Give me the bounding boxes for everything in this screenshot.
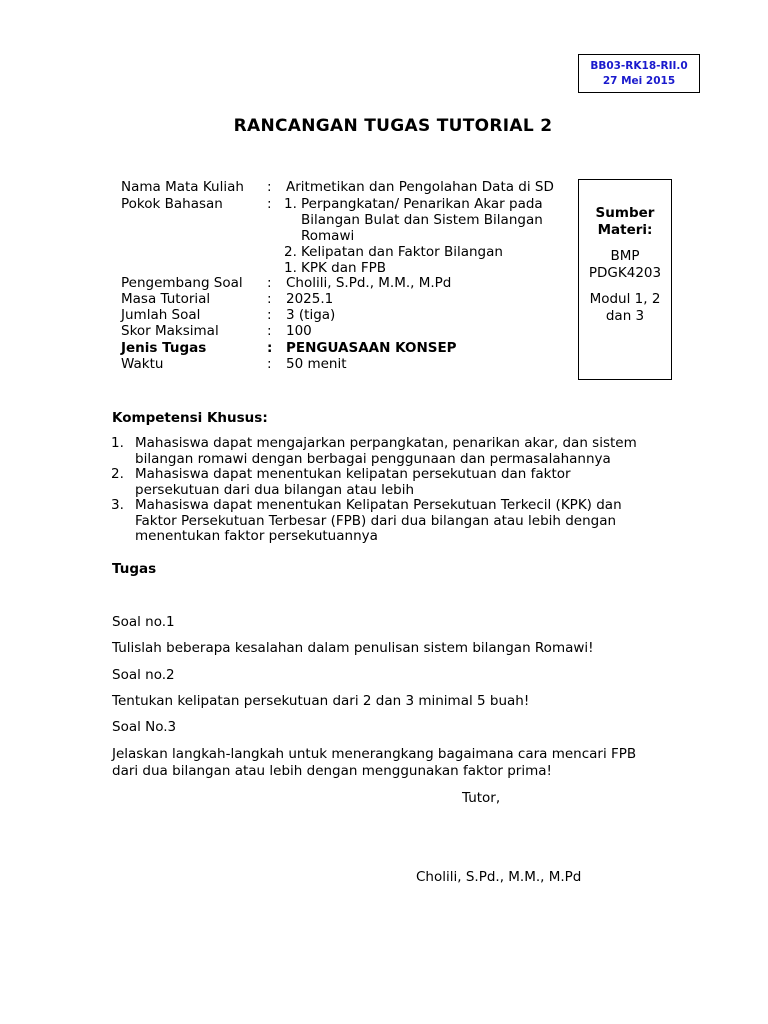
- soal-1-text: Tulislah beberapa kesalahan dalam penulisan sistem bilangan Romawi!: [112, 640, 594, 656]
- page-title: RANCANGAN TUGAS TUTORIAL 2: [233, 116, 553, 136]
- info-row-pokok-bahasan: [121, 196, 286, 212]
- info-row-skor-maksimal: [121, 323, 312, 339]
- soal-3-label: Soal No.3: [112, 719, 177, 735]
- info-label: Pokok Bahasan: [121, 196, 223, 212]
- info-label: Masa Tutorial: [121, 291, 211, 307]
- document-date: 27 Mei 2015: [602, 75, 676, 87]
- pokok-bahasan-item: 1. Perpangkatan/ Penarikan Akar pada: [284, 196, 543, 212]
- document-code: BB03-RK18-RII.0: [590, 60, 688, 72]
- signature-role: Tutor,: [462, 790, 501, 806]
- info-value: PENGUASAAN KONSEP: [286, 340, 457, 356]
- info-label: Waktu: [121, 356, 164, 372]
- info-separator: :: [267, 340, 273, 356]
- kompetensi-item: 3. Mahasiswa dapat menentukan Kelipatan Persekutuan Terkecil (KPK) dan Faktor Persekutuan Terbesar (FPB) dari dua bilangan atau lebih dengan menentukan faktor persekutuannya: [111, 497, 622, 544]
- info-row-jumlah-soal: [121, 307, 335, 323]
- pokok-bahasan-list: [284, 196, 543, 276]
- pokok-bahasan-item: 2. Kelipatan dan Faktor Bilangan: [284, 244, 503, 260]
- soal-3-text: Jelaskan langkah-langkah untuk menerangkang bagaimana cara mencari FPB dari dua bilangan atau lebih dengan menggunakan faktor prima!: [112, 746, 637, 779]
- info-value: 3 (tiga): [286, 307, 336, 323]
- pokok-bahasan-item: Romawi: [301, 228, 355, 244]
- kompetensi-item: 1. Mahasiswa dapat mengajarkan perpangkatan, penarikan akar, dan sistem bilangan romawi dengan berbagai penggunaan dan permasalahannya: [111, 435, 637, 467]
- info-separator: :: [267, 179, 272, 195]
- sumber-materi-box: [578, 179, 672, 380]
- soal-2-text: Tentukan kelipatan persekutuan dari 2 dan 3 minimal 5 buah!: [112, 693, 530, 709]
- soal-1-label: Soal no.1: [112, 614, 175, 630]
- info-label: Jumlah Soal: [121, 307, 201, 323]
- sumber-materi-bmp: BMP PDGK4203: [588, 248, 662, 281]
- info-separator: :: [267, 323, 272, 339]
- document-code-box: [578, 54, 700, 93]
- info-label: Skor Maksimal: [121, 323, 219, 339]
- info-value: 2025.1: [286, 291, 334, 307]
- info-value: 100: [286, 323, 312, 339]
- info-value: Cholili, S.Pd., M.M., M.Pd: [286, 275, 452, 291]
- info-separator: :: [267, 196, 272, 212]
- kompetensi-list: [111, 436, 691, 545]
- info-label: Pengembang Soal: [121, 275, 243, 291]
- pokok-bahasan-item: Bilangan Bulat dan Sistem Bilangan: [301, 212, 543, 228]
- info-separator: :: [267, 275, 272, 291]
- info-label: Nama Mata Kuliah: [121, 179, 244, 195]
- info-row-masa-tutorial: [121, 291, 333, 307]
- info-value: 50 menit: [286, 356, 347, 372]
- info-row-mata-kuliah: [121, 179, 554, 195]
- kompetensi-heading: Kompetensi Khusus:: [112, 410, 268, 426]
- sumber-materi-modul: Modul 1, 2 dan 3: [589, 291, 661, 324]
- info-separator: :: [267, 291, 272, 307]
- kompetensi-item: 2. Mahasiswa dapat menentukan kelipatan persekutuan dan faktor persekutuan dari dua bilangan atau lebih: [111, 466, 571, 498]
- info-separator: :: [267, 356, 272, 372]
- info-row-pengembang: [121, 275, 451, 291]
- tugas-heading: Tugas: [112, 561, 157, 577]
- sumber-materi-title: Sumber Materi:: [595, 205, 655, 238]
- info-value: Aritmetikan dan Pengolahan Data di SD: [286, 179, 554, 195]
- pokok-bahasan-item: 1. KPK dan FPB: [284, 260, 386, 276]
- info-row-jenis-tugas: [121, 340, 457, 356]
- signature-name: Cholili, S.Pd., M.M., M.Pd: [416, 869, 582, 885]
- info-separator: :: [267, 307, 272, 323]
- soal-2-label: Soal no.2: [112, 667, 175, 683]
- info-row-waktu: [121, 356, 347, 372]
- info-label: Jenis Tugas: [121, 340, 207, 356]
